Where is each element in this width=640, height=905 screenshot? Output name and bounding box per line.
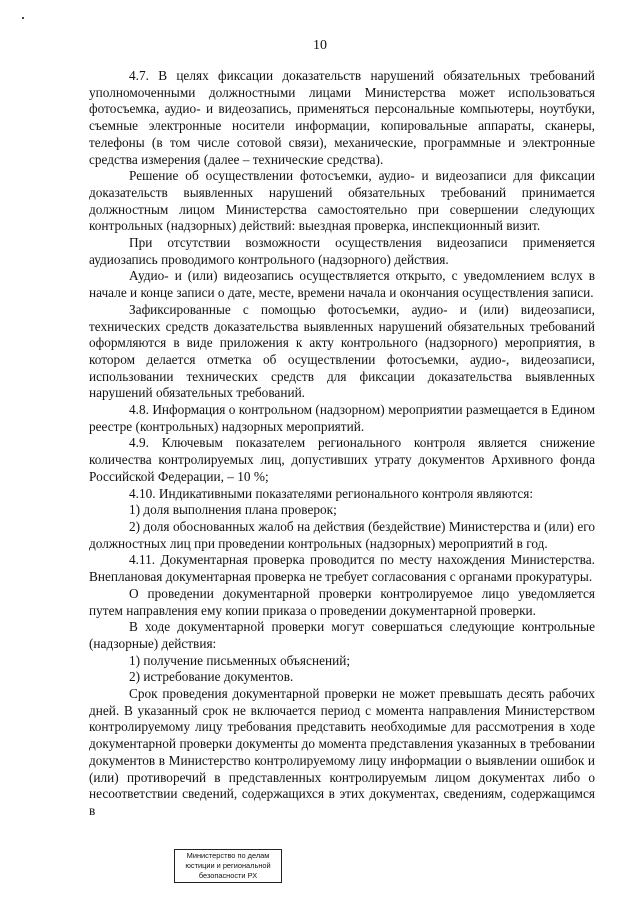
scan-mark bbox=[22, 17, 24, 19]
paragraph-4-8: 4.8. Информация о контрольном (надзорном) мероприятии размещается в Едином реестре (контрольных) надзорных мероприятий. bbox=[89, 402, 595, 434]
paragraph-4-11: 4.11. Документарная проверка проводится по месту нахождения Министерства. Внеплановая документарная проверка не требует согласования с органами прокуратуры. bbox=[89, 552, 595, 585]
document-body bbox=[89, 68, 595, 820]
stamp-line-3: безопасности РХ bbox=[198, 871, 258, 880]
ministry-stamp bbox=[174, 849, 282, 883]
paragraph-4-10: 4.10. Индикативными показателями регионального контроля являются: bbox=[129, 485, 534, 501]
list-item-action-2: 2) истребование документов. bbox=[129, 669, 294, 685]
paragraph-open-recording: Аудио- и (или) видеозапись осуществляется открыто, с уведомлением вслух в начале и конце записи о дате, месте, времени начала и окончания осуществления записи. bbox=[89, 268, 595, 301]
paragraph-control-actions: В ходе документарной проверки могут совершаться следующие контрольные (надзорные) действия: bbox=[89, 619, 595, 651]
list-item-action-1: 1) получение письменных объяснений; bbox=[129, 652, 351, 668]
stamp-line-2: юстиции и региональной bbox=[185, 861, 271, 870]
paragraph-audio-fallback: При отсутствии возможности осуществления видеозаписи применяется аудиозапись проводимого контрольного (надзорного) действия. bbox=[89, 235, 595, 267]
paragraph-notification: О проведении документарной проверки контролируемое лицо уведомляется путем направления ему копии приказа о проведении документарной проверки. bbox=[89, 585, 595, 618]
paragraph-4-7: 4.7. В целях фиксации доказательств нарушений обязательных требований уполномоченными должностными лицами Министерства может использоваться фотосъемка, аудио- и видеозапись, применяться персональные компьютеры, ноутбуки, съемные электронные носители информации, копировальные аппараты, сканеры, телефоны (в том числе сотовой связи), механические, программные и электронные средства измерения (далее – технические средства). bbox=[89, 68, 595, 167]
list-item-indicator-1: 1) доля выполнения плана проверок; bbox=[129, 502, 337, 518]
list-item-indicator-2: 2) доля обоснованных жалоб на действия (бездействие) Министерства и (или) его должностных лиц при проведении контрольных (надзорных) мероприятий в год. bbox=[89, 518, 595, 551]
paragraph-evidence-attachment: Зафиксированные с помощью фотосъемки, аудио- и (или) видеозаписи, технических средств доказательства выявленных нарушений обязательных требований оформляются в виде приложения к акту контрольного (надзорного) мероприятия, в котором делается отметка об осуществлении фотосъемки, аудио-, видеозаписи, использовании технических средств для фиксации доказательства выявленных нарушений обязательных требований. bbox=[89, 301, 595, 401]
paragraph-photo-decision: Решение об осуществлении фотосъемки, аудио- и видеозаписи для фиксации доказательств выявленных нарушений обязательных требований принимается должностным лицом Министерства самостоятельно при совершении следующих контрольных (надзорных) действий: выездная проверка, инспекционный визит. bbox=[89, 168, 595, 234]
paragraph-4-9: 4.9. Ключевым показателем регионального контроля является снижение количества контролируемых лиц, допустивших утрату документов Архивного фонда Российской Федерации, – 10 %; bbox=[89, 435, 595, 484]
stamp-line-1: Министерство по делам bbox=[186, 851, 270, 860]
page-number: 10 bbox=[313, 38, 327, 53]
paragraph-term: Срок проведения документарной проверки не может превышать десять рабочих дней. В указанный срок не включается период с момента направления Министерством контролируемому лицу требования представить необходимые для рассмотрения в ходе документарной проверки документы до момента представления указанных в требовании документов в Министерство контролируемому лицу информации о выявлении ошибок и (или) противоречий в представленных контролируемым лицом документах либо о несоответствии сведений, содержащихся в этих документах, сведениям, содержащимся в bbox=[89, 686, 595, 818]
